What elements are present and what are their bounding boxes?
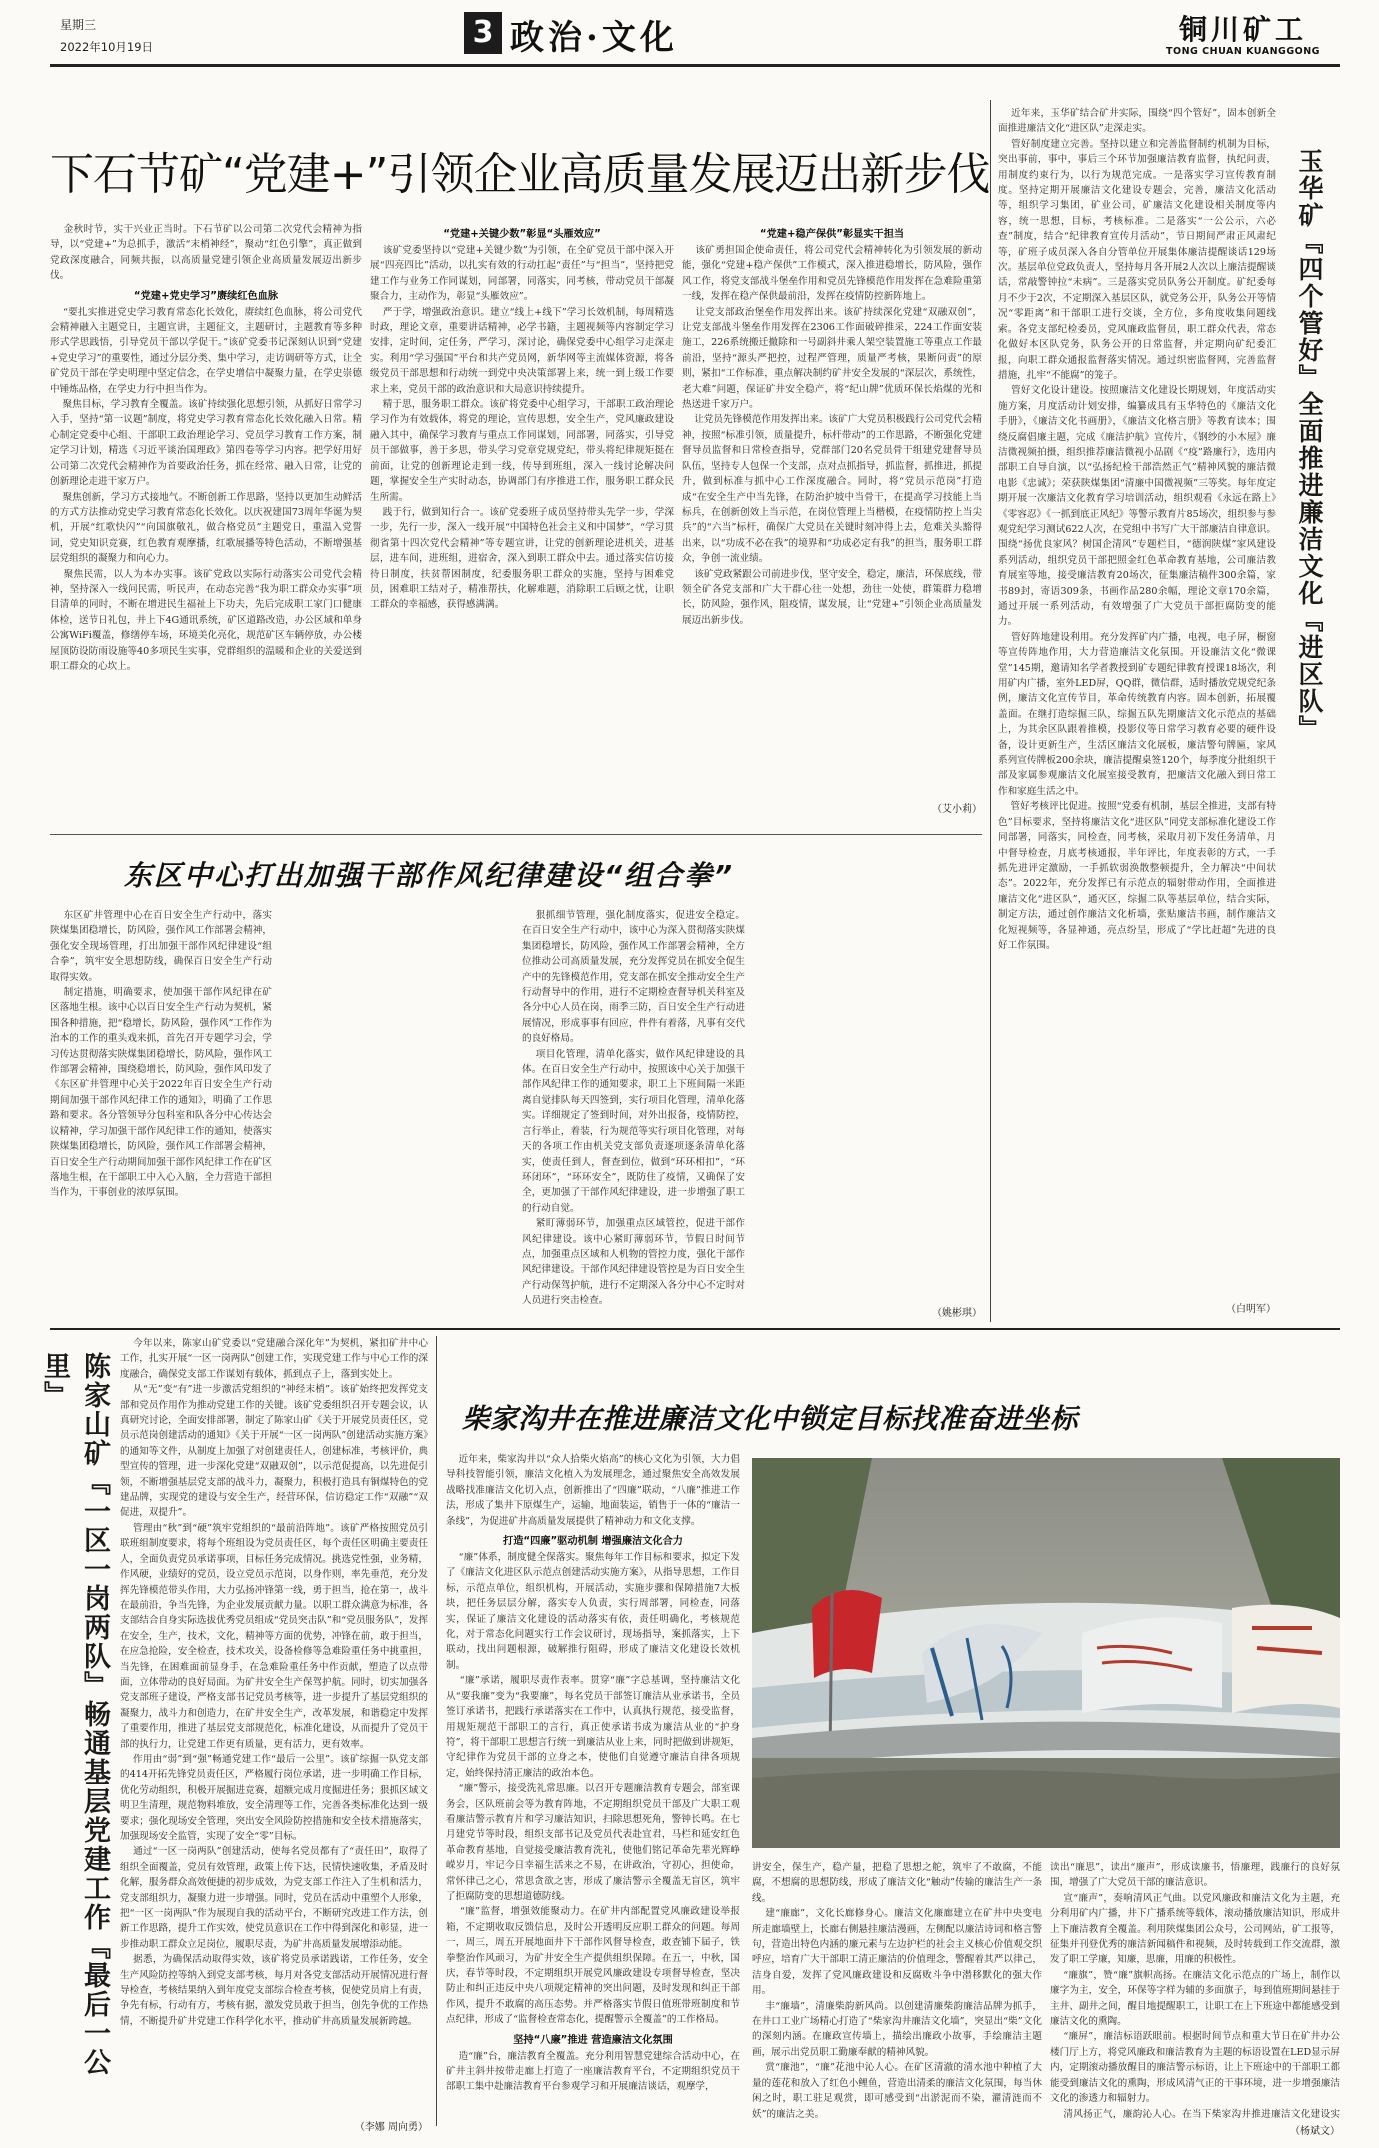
article5-column-1 — [446, 1452, 740, 2122]
section-title: 政治·文化 — [510, 18, 678, 58]
article3-column-2 — [522, 908, 982, 1306]
article4-vertical-headline: 陈家山矿『一区一岗两队』畅通基层党建工作『最后一公里』 — [39, 1352, 110, 2077]
article5-subhead-1: 打造“四廉”驱动机制 增强廉洁文化合力 — [503, 1536, 683, 1548]
article4-top-rule — [50, 1328, 1340, 1330]
article1-subhead-3: “党建+稳产保供”彰显实干担当 — [759, 229, 905, 240]
article1-subhead-2: “党建+关键少数”彰显“头雁效应” — [443, 229, 601, 240]
article5-byline: （杨斌文） — [1290, 2126, 1340, 2137]
article4-byline: （李娜 周向勇） — [354, 2122, 428, 2133]
article1-column-3 — [682, 222, 982, 820]
article3-headline: 东区中心打出加强干部作风纪律建设“组合拳” — [124, 859, 735, 892]
newspaper-name: 铜川矿工 — [1178, 13, 1307, 46]
article5-body-3: 读出“廉思”，读出“廉声”，形成读廉书，悟廉理，践廉行的良好氛围，增强了广大党员干部的廉洁意识。 宣“廉声”，奏响清风正气曲。以党风廉政和廉洁文化为主题，充分利用矿内广播，井下广播系统等载体，滚动播放廉洁知识，形成井上下廉洁教育全覆盖。利用陕煤集团公众号，公司网站，矿工报等，征集并刊登优秀的廉洁新闻稿件和视频，及时转载到工作交流群，激发了职工学廉，知廉，思廉，用廉的积极性。 “廉旗”，赞“廉”旗帜高扬。在廉洁文化示范点的广场上，制作以廉字为主，安全，环保等字样为辅的多面旗子，每到值班期间悬挂于主井、副井之间，醒目地提醒职工，让职工在上下班途中都能感受到廉洁文化的熏陶。 “廉屏”，廉洁标语跃眼前。根据时间节点和重大节日在矿井办公楼门厅上方，将党风廉政和廉洁教育为主题的标语设置在LED显示屏内，定期滚动播放醒目的廉洁警示标语，让上下班途中的干部职工都能受到廉洁文化的熏陶，形成风清气正的干事环境，进一步增强廉洁文化的渗透力和辐射力。 清风扬正气，廉韵沁人心。在当下柴家沟井推进廉洁文化建设实 — [1050, 1862, 1340, 2120]
article5-photo — [752, 1458, 1340, 1848]
article1-body-2: 该矿党委坚持以“党建+关键少数”为引领，在全矿党员干部中深入开展“四亮四比”活动，以扎实有效的行动扛起“责任”与“担当”，坚持把党建工作与业务工作同谋划，同部署，同落实，同考核，带动党员干部凝聚合力，主动作为，彰显“头雁效应”。 严于学，增强政治意识。建立“线上+线下”学习长效机制，每周精选时政，理论文章，重要讲话精神，必学书籍，主题视频等内容制定学习安排，定时间，定任务，严学习，深讨论，确保党委中心组学习走深走实。利用“学习强国”平台和共产党员网，新华网等主流媒体资源，将各级党员干部思想和行动统一到党中央决策部署上来，统一到上级工作要求上来，党员干部的政治意识和大局意识持续提升。 精于思，服务职工群众。该矿将党委中心组学习，干部职工政治理论学习作为有效载体，将党的理论，宣传思想，安全生产，党风廉政建设融入其中，确保学习教育与重点工作同谋划，同部署，同落实，引导党员干部做事，善于多思，带头学习党章党规党纪，带头将纪律规矩挺在前面，让党的创新理论走到一线，传导到班组，深入一线讨论解决问题，掌握安全生产实时动态，协调部门有序推进工作，服务职工群众民生所需。 践于行，做到知行合一。该矿党委班子成员坚持带头先学一步，学深一步，先行一步，深入一线开展“中国特色社会主义和中国梦”，“学习贯彻省第十四次党代会精神”等专题宣讲，让党的创新理论进机关，进基层，进车间，进班组，进宿舍，深入到职工群众中去。通过落实信访接待日制度，扶贫帮困制度，纪委服务职工群众的实施，坚持与困难党员，困难职工结对子，精准帮扶，化解难题，消除职工后顾之忧，让职工群众的幸福感，获得感满满。 — [370, 245, 674, 611]
article5-column-2 — [752, 1860, 1042, 2122]
article2-vertical-headline: 玉华矿『四个管好』全面推进廉洁文化『进区队』 — [1295, 148, 1324, 742]
article2-text: 近年来，玉华矿结合矿井实际，围绕“四个管好”，固本创新全面推进廉洁文化“进区队”走深走实。 管好制度建立完善。坚持以建立和完善监督制约机制为目标，突出事前，事中，事后三个环节加强廉洁教育监督，执纪问责，用制度约束行为，以行为规范完成。一是落实学习宣传教育制度。坚持定期开展廉洁文化建设专题会，完善，廉洁文化活动等，组织学习集团，矿业公司，矿廉洁文化建设相关制度等内容，统一思想，目标，考核标准。二是落实“一公公示，六必查”制度，结合“纪律教育宣传月活动”，节日期间严肃正风肃纪等，矿班子成员深入各自分管单位开展集体廉洁提醒谈话129场次。基层单位党政负责人，坚持每月各开展2人次以上廉洁提醒谈话，常敲警钟拉“未病”。三是落实党员队务公开制度。矿纪委每月不少于2次，不定期深入基层区队，就党务公开，队务公开等情况“零距离”和干部职工进行交谈，全方位，多角度收集问题线索。各党支部纪检委员，党风廉政监督员，职工群众代表，常态化做好本区队党务，队务公开的日常监督，并定期向矿纪委汇报，向职工群众通报监督落实情况。通过织密监督网，完善监督措施，扎牢“不能腐”的笼子。 管好文化设计建设。按照廉洁文化建设长期规划，年度活动实施方案，月度活动计划安排，编纂成具有玉华特色的《廉洁文化手册》，《廉洁文化书画册》，《廉洁文化格言册》等教育读本；围绕反腐倡廉主题，完成《廉洁护航》宣传片，《钢纱的小木屋》廉洁微视频拍摄，组织推荐廉洁微视小品剧《“疫”路廉行》，选用内部职工自导自演，以“弘扬纪检干部浩然正气”精神风貌的廉洁微电影《忠诚》；荣获陕煤集团“清廉中国微视频”三等奖。每年度定期开展一次廉洁文化教育学习培训活动，组织观看《永远在路上》《零容忍》《一抓到底正风纪》等警示教育片85场次，组织参与参观党纪学习测试622人次，在党组中书写广大干部廉洁自律意识。围绕“扬优良家风？树国企清风”专题栏目，“德润陕煤”家风建设系列活动，组织党员干部把照金红色革命教育基地，公司廉洁教育展室等地，接受廉洁教育20场次，征集廉洁稿件300余篇，家书89封，寄语309条，书画作品280余幅，理论文章170余篇，通过开展一系列活动，有效增强了广大党员干部拒腐防变的能力。 管好阵地建设利用。充分发挥矿内广播，电视，电子屏，橱窗等宣传阵地作用，大力营造廉洁文化氛围。开设廉洁文化“微课堂”145期，邀请知名学者教授到矿专题纪律教育授课18场次，利用矿内广播，室外LED屏，QQ群，微信群，适时播放党规党纪条例，廉洁文化宣传节目，革命传统教育内容。固本创新，拓展覆盖面。在继打造综掘三队，综掘五队先期廉洁文化示范点的基础上，为其余区队跟着推模，投影仪等日常学习教育必要的硬件设备，设计更新生产，生活区廉洁文化展板，廉洁警句牌匾，家风系列宣传牌板200余块，廉洁提醒桌签120个，每季度分批组织干部及家属参观廉洁文化展室接受教育，把廉洁文化融入到日常工作和家庭生活之中。 管好考核评比促进。按照“党委有机制，基层全推进，支部有特色”目标要求，坚持将廉洁文化“进区队”同党支部标准化建设工作同部署，同落实，同检查，同考核，采取月初下发任务清单，月中督导检查，月底考核通报，半年评比，年度表彰的方式，一手抓先进评定激励，一手抓软弱涣散整顿提升，全力解决“中间状态”。2022年，充分发挥已有示范点的辐射带动作用，全面推进廉洁文化“进区队”，通灭区，综掘二队等基层单位，结合实际，制定方法，通过创作廉洁文化析墙，张贴廉洁书画，制作廉洁文化短视频等，各显神通，亮点纷呈，形成了“学比赶超”先进的良好工作氛围。 — [998, 108, 1276, 951]
article1-headline: 下石节矿“党建+”引领企业高质量发展迈出新步伐 — [50, 149, 990, 200]
masthead-rule — [50, 64, 1340, 67]
article3-column-1 — [50, 908, 508, 1320]
masthead-weekday: 星期三 2022年10月19日 — [60, 16, 180, 55]
article5-subhead-2: 坚持“八廉”推进 营造廉洁文化氛围 — [513, 2034, 673, 2046]
article1-body-3: 该矿勇担国企使命责任，将公司党代会精神转化为引领发展的新动能，强化“党建+稳产保供”工作模式，深入推进稳增长，防风险，强作风工作，将党支部战斗堡垒作用和党员先锋模范作用发挥在急难险重第一线，发挥在稳产保供最前沿，发挥在疫情防控新阵地上。 让党支部政治堡垒作用发挥出来。该矿持续深化党建“双融双创”，让党支部战斗堡垒作用发挥在2306工作面破碎推采，224工作面安装施工，226系统搬迁撤除和一号副斜井乘人架空装置施工等重点工作最前沿，坚持“源头严把控，过程严管理，质量严考核，果断问责”的原则，紧扣“工作标准，重点解决制约矿井安全发展的“深层次，系统性，老大难”问题，保证矿井安全稳产，将“纪山牌”优质环保长焰煤的光和热送进千家万户。 让党员先锋模范作用发挥出来。该矿广大党员积极践行公司党代会精神，按照“标准引领，质量提升，标杆带动”的工作思路，不断强化党建督导员监督和日常检查指导，党群部门20名党员骨干组建党建督导员队伍，坚持专人包保一个支部，点对点抓指导，抓监督，抓推进，抓提升，做到标准与抓中心工作深度融合。同时，将“党员示范岗”打造成“在安全生产中当先锋，在防治护坡中当骨干，在提高学习技能上当标兵，在创新创效上当示范，在岗位管理上当楷模，在疫情防控上当尖兵”的“六当”标杆，确保广大党员在关键时刻冲得上去，危难关头豁得出来，以“功成不必在我”的境界和“功成必定有我”的担当，服务职工群众，争创一流业绩。 该矿党政紧跟公司前进步伐，坚守安全，稳定，廉洁，环保底线，带领全矿各党支部和广大干群心往一处想，劲往一处使，群策群力稳增长，防风险，强作风，阻疫情，谋发展，让“党建+”引领企业高质量发展迈出新步伐。 — [682, 245, 982, 626]
article5-body-1: “廉”体系，制度健全保落实。聚焦每年工作目标和要求，拟定下发了《廉洁文化进区队示范点创建活动实施方案》，从指导思想，工作目标，示范点单位，组织机构，开展活动，实施步骤和保障措施7大板块，把任务层层分解，落实专人负责，实行周部署，同检查，同落实，保证了廉洁文化建设的活动落实有依，责任明确化，考核规范化，对于常态化问题实行工作会议研讨，现场指导，案抓落实，上下联动，找出问题根源，破解推行阻碍，形成了廉洁文化建设长效机制。 “廉”承诺，履职尽责作表率。贯穿“廉”字总基调，坚持廉洁文化从“要我廉”变为“我要廉”，每名党员干部签订廉洁从业承诺书，全员签订承诺书，把践行承诺落实在工作中，认真执行规范，接受监督，用规矩规范干部职工的言行，真正使承诺书成为廉洁从业的“护身符”，将干部职工思想言行统一到廉洁从业上来，同时把做到讲规矩，守纪律作为党员干部的立身之本，使他们自觉遵守廉洁自律各项规定，始终保持清正廉洁的政治本色。 “廉”警示，接受洗礼常思廉。以召开专题廉洁教育专题会，部室课务会，区队班前会等为教育阵地，不定期组织党员干部及广大职工观看廉洁警示教育片和学习廉洁知识，扫除思想死角，警钟长鸣。在七月建党节等时段，组织支部书记及党员代表赴宜君，马栏和延安红色革命教育基地，自觉接受廉洁教育洗礼，使他们铭记革命先辈光辉峥嵘岁月，牢记今日幸福生活来之不易，在讲政治，守初心，担使命，常怀律己之心，常思贪欲之害，形成了廉洁警示全覆盖无盲区，筑牢了拒腐防变的思想道德防线。 “廉”监督，增强效能聚动力。在矿井内部配置党风廉政建设举报箱，不定期收取反馈信息，及时公开透明反应职工群众的问题。每周一，周三，周五开展地面井下干部作风督导检查，敢查铺下届子，铁拳整治作风顽习，为矿井安全生产提供组织保障。在五一，中秋，国庆，春节等时段，不定期组织开展党风廉政建设专项督导检查，坚决防止和纠正违反中央八项规定精神的突出问题，及时发现和纠正干部作风，提升不敢腐的高压态势。并严格落实节假日值班带班制度和节点纪律，形成了“监督检查常态化，提醒警示全覆盖”的工作格局。 — [446, 1552, 740, 2026]
masthead-date: 2022年10月19日 — [60, 40, 154, 54]
article5-body-2: 讲安全，保生产，稳产量，把稳了思想之舵，筑牢了不敢腐，不能腐，不想腐的思想防线，形成了廉洁文化“触动”传输的廉洁生产一条线。 建“廉廊”，文化长廊修身心。廉洁文化廉廊建立在矿井中央变电所走廊墙壁上，长廊右侧悬挂廉洁漫画，左侧配以廉洁诗词和格言警句，营造出特色内涵的廉元素与左边护栏的社会主义核心价值观交织呼应，培育广大干部职工清正廉洁的价值理念，警醒着其严以律己，洁身自爱，发挥了党风廉政建设和反腐败斗争中潜移默化的强大作用。 丰“廉墙”，清廉柴韵新风尚。以创建清廉柴韵廉洁品牌为抓手，在井口工业广场精心打造了“柴家沟井廉洁文化墙”，突显出“柴”文化的深刻内涵。在廉政宣传墙上，描绘出廉政小故事，手绘廉洁主题画，展示出党员职工勤廉奉献的精神风貌。 赏“廉池”，“廉”花池中沁人心。在矿区清澈的清水池中种植了大量的莲花和放入了红色小鲤鱼，营造出清柔的廉洁文化氛围，每当休闲之时，职工驻足观赏，即可感受到“出淤泥而不染，濯清涟而不妖”的廉洁之美。 — [752, 1862, 1042, 2120]
article3-body-1: 东区矿井管理中心在百日安全生产行动中，落实陕煤集团稳增长，防风险，强作风工作部署会精神，强化安全现场管理，打出加强干部作风纪律建设“组合拳”，筑牢安全思想防线，确保百日安全生产行动取得实效。 制定措施，明确要求，使加强干部作风纪律在矿区落地生根。该中心以百日安全生产行动为契机，紧围各种措施，把“稳增长，防风险，强作风”工作作为治本的工作的重头戏来抓，首先召开专题学习会，学习传达贯彻落实陕煤集团稳增长，防风险，强作风工作部署会精神，围绕稳增长，防风险，强作风印发了《东区矿井管理中心关于2022年百日安全生产行动期间加强干部作风纪律工作的通知》，明确了工作思路和要求。各分管领导分包科室和队各分中心传达会议精神，学习加强干部作风纪律工作的通知，使落实陕煤集团稳增长，防风险，强作风工作部署会精神，百日安全生产行动期间加强干部作风纪律工作在矿区落地生根，在干部职工中入心入脑，全力营造干部担当作为，干事创业的浓厚氛围。 — [50, 910, 272, 1199]
article5-body-1c: 造“廉”台，廉洁教育全覆盖。充分利用智慧党建综合活动中心，在矿井主斜井按带走廊上打造了一座廉洁教育平台，不定期组织党员干部职工集中赴廉洁教育平台参观学习和开展廉洁谈话，观摩学， — [446, 2050, 740, 2093]
article5-column-3 — [1050, 1860, 1340, 2122]
article5-headline: 柴家沟井在推进廉洁文化中锁定目标找准奋进坐标 — [462, 1403, 1078, 1435]
newspaper-pinyin: TONG CHUAN KUANGGONG — [1166, 46, 1320, 57]
article3-body-2: 狠抓细节管理，强化制度落实，促进安全稳定。在百日安全生产行动中，该中心为深入贯彻落实陕煤集团稳增长，防风险，强作风工作部署会精神，全方位推动公司高质量发展，充分发挥党员在抓安全促生产中的先锋模范作用，党支部在抓安全推动安全生产行动督导中的作用，进行不定期检查督导机关科室及各分中心人员在岗，雨季三防，百日安全生产行动进展情况，形成事事有回应，件件有着落，凡事有交代的良好格局。 项目化管理，清单化落实，做作风纪律建设的具体。在百日安全生产行动中，按照该中心关于加强干部作风纪律工作的通知要求，职工上下班间隔一米距离自觉排队每天四签到，实行项目化管理，清单化落实。详细规定了签到时间，对外出报备，疫情防控，言行举止，着装，行为规范等实行项目化管理，对每天的各项工作由机关党支部负责逐项逐条清单化落实，使责任到人，督查到位，做到“环环相扣”，“环环闭环”，“环环安全”，既防住了疫情，又确保了安全，更加强了干部作风纪律建设，进一步增强了职工的行动自觉。 紧盯薄弱环节，加强重点区域管控，促进干部作风纪律建设。该中心紧盯薄弱环节，节假日时间节点，加强重点区域和人机物的管控力度，强化干部作风纪律建设。干部作风纪律建设管控是为百日安全生产行动保驾护航，进行不定期深入各分中心不定时对人员进行突击检查。 — [522, 910, 745, 1306]
article4-text: 今年以来，陈家山矿党委以“党建融合深化年”为契机，紧扣矿井中心工作，扎实开展“一区一岗两队”创建工作，实现党建工作与中心工作的深度融合，确保党支部工作谋划有载体，抓到点子上，落到实处上。 从“无”变“有”进一步激活党组织的“神经末梢”。该矿始终把发挥党支部和党员作用作为推动党建工作的关键。该矿党委组织召开专题会议，认真研究讨论，全面安排部署，制定了陈家山矿《关于开展党员责任区，党员示范岗创建活动的通知》《关于开展“一区一岗两队”创建活动实施方案》的通知等文件，从制度上加强了对创建责任人，创建标准，考核评价，典型宣传的管理，进一步深化党建“双融双创”，以示范促提高，以先进促引领，不断增强基层党支部的战斗力，凝聚力，积极打造具有铜煤特色的党建品牌，实现党的建设与安全生产，经营环保，信访稳定工作“双融”“双促进，双提升”。 管理由“秋”到“硬”筑牢党组织的“最前沿阵地”。该矿严格按照党员引联班组制度要求，将每个班组设为党员责任区，每个责任区明确主要责任人，全面负责党员承诺事项，目标任务完成情况。挑选党性强，业务精，作风硬，业绩好的党员，设立党员示范岗，以身作则，率先垂范，充分发挥先锋模范带头作用，大力弘扬冲锋第一线，勇于担当，抢在第一，战斗在最前沿，争当先锋，为企业发展贡献力量。以职工群众满意为标准，各支部结合自身实际选拔优秀党员组成“党员突击队”和“党员服务队”，发挥在安全，生产，技术，文化，精神等方面的优势，冲锋在前，敢于担当，在应急抢险，安全检查，技术攻关，设备检修等急难险重任务中挑重担，当先锋，在困难面前显身手，在急难险重任务中作贡献，塑造了以点带面，立体带动的良好局面。为矿井安全生产保驾护航。同时，切实加强各党支部班子建设，严格支部书记党员考核等，进一步提升了基层党组织的凝聚力，战斗力和创造力，在矿井安全生产，改革发展，和谐稳定中发挥了重要作用，推进了基层党支部规范化，标准化建设，从而提升了党员干部的执行力，让党建工作更有质量，更有活力，更有效率。 作用由“弱”到“强”畅通党建工作“最后一公里”。该矿综掘一队党支部的414开拓先锋党员责任区，严格履行岗位承诺，进一步明确工作目标，优化劳动组织，积极开展掘进竞赛，超额完成月度掘进任务；狠抓区域文明卫生清理，规范物料堆放，安全清理等工作，完善各类标准化达到一级要求；强化现场安全管理，突出安全风险防控措施和安全技术措施落实，加强现场安全监管，实现了安全“零”目标。 通过“一区一岗两队”创建活动，使每名党员都有了“责任田”，取得了组织全面覆盖，党员有效管理，政策上传下达，民情快速收集，矛盾及时化解，服务群众高效便捷的初步成效，为党支部工作注入了生机和活力，党支部组织力，凝聚力进一步增强。同时，党员在活动中重塑个人形象，把“一区一岗两队”作为展现自我的活动平台，不断研究改进工作方法，创新工作思路，提升工作实效，使党员意识在工作中得到深化和彰显，进一步推动职工群众立足岗位，履职尽责，为矿井高质量发展增添动能。 据悉，为确保活动取得实效，该矿将党员承诺践诺，工作任务，安全生产风险防控等纳入到党支部考核，每月对各党支部活动开展情况进行督导检查，考核结果纳入到年度党支部综合检查考核，促使党员肩上有责，争先有标，行动有方，考核有据，激发党员敢于担当，创先争优的工作热情，不断提升矿井党建工作科学化水平，推动矿井高质量发展新跨越。 — [120, 1338, 428, 2027]
article2-byline: （白明军） — [1226, 1304, 1276, 1315]
article2-body — [998, 106, 1276, 1306]
article1-body-1: “要扎实推进党史学习教育常态化长效化，赓续红色血脉，将公司党代会精神融入主题党日，主题宣讲，主题征文，主题研讨，主题教育等多种形式学思践悟，引导党员干部以学促干。”该矿党委书记深刻认识到“党建+党史学习”的重要性，通过分层分类、集中学习，走访调研等方式，让全矿党员干部在学史明理中坚定信念，在学史增信中凝聚力量，在学史崇德中锤炼品格，在学史力行中担当作为。 聚焦目标，学习教育全覆盖。该矿持续强化思想引领，从抓好日常学习入手，坚持“第一议题”制度，将党史学习教育常态化长效化融入日常。精心制定党委中心组、干部职工政治理论学习、党员学习教育工作方案，制定学习计划，精选《习近平谈治国理政》第四卷等学习内容。把学好用好公司第二次党代会精神作为首要政治任务，抓在经常、融入日常，让党的创新理论走进干家万户。 聚焦创新，学习方式接地气。不断创新工作思路，坚持以更加生动鲜活的方式方法推动党史学习教育常态化长效化。以庆祝建国73周年华诞为契机，开展“红歌快闪”“向国旗敬礼，做合格党员”主题党日，重温入党誓词，党史知识竞赛，红色教育观摩播，红歌展播等特色活动，不断增强基层党组织的凝聚力和向心力。 聚焦民需，以人为本办实事。该矿党政以实际行动落实公司党代会精神，坚持深入一线问民需，听民声，在动态完善“我为职工群众办实事”项目清单的同时，不断在增进民生福祉上下功夫，先后完成职工家门口健康体检，送节日礼包，井上下4G通讯系统，矿区道路改造，办公区域和单身公寓WiFi覆盖，修缮停车场，环境美化亮化，规范矿区车辆停放，办公楼屋顶防设防雨设施等40多项民生实事，党群组织的温暖和企业的关爱送到职工群众的心坎上。 — [50, 306, 362, 672]
article4-right-rule — [436, 1336, 437, 2126]
article3-top-rule — [50, 834, 982, 835]
article5-lead: 近年来，柴家沟井以“众人拾柴火焰高”的核心文化为引领，大力倡导科技智能引领，廉洁文化植入为发展理念，通过聚焦安全高效发展战略找准廉洁文化切入点，创新推出了“四廉”联动，“八廉”推进工作法，形成了集井下原煤生产，运输，地面装运，销售于一体的“廉洁一条线”，为促进矿井高质量发展提供了精神动力和文化支撑。 — [446, 1454, 740, 1527]
article1-byline: （艾小莉） — [932, 804, 982, 815]
photo-illustration — [752, 1458, 1340, 1848]
article4-body — [120, 1336, 428, 2116]
article1-lead: 金秋时节，实干兴业正当时。下石节矿以公司第二次党代会精神为指导，以“党建+”为总抓手，激活“末梢神经”，聚动“红色引擎”，真正做到党政深度融合，同频共振，以高质量党建引领企业高质量发展迈出新步伐。 — [50, 224, 362, 282]
page-number: 3 — [472, 15, 494, 50]
article1-column-2 — [370, 222, 674, 820]
page-number-box — [464, 12, 502, 54]
article2-left-rule — [990, 100, 991, 1322]
article3-byline: （姚彬琪） — [932, 1308, 982, 1319]
article1-subhead-1: “党建+党史学习”赓续红色血脉 — [133, 290, 279, 302]
article1-column-1 — [50, 222, 362, 820]
